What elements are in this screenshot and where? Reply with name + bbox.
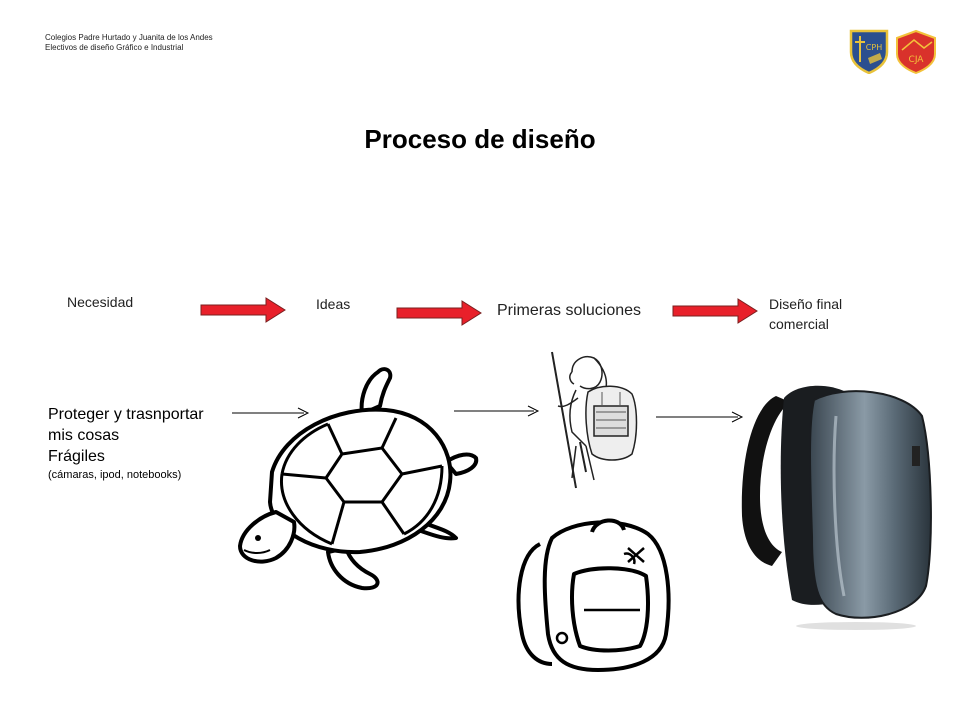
stage-label-comercial: comercial: [769, 316, 829, 332]
need-line-4: (cámaras, ipod, notebooks): [48, 469, 182, 481]
hardshell-backpack-photo-icon: [736, 376, 936, 632]
header-course-name: Electivos de diseño Gráfico e Industrial: [45, 43, 184, 52]
need-line-3: Frágiles: [48, 448, 105, 465]
stage-label-necesidad: Necesidad: [67, 294, 134, 310]
thin-arrow-3-icon: [656, 410, 744, 424]
stage-label-ideas: Ideas: [316, 296, 351, 312]
stage-label-primeras-soluciones: Primeras soluciones: [497, 302, 642, 319]
need-line-1: Proteger y trasnportar: [48, 406, 204, 423]
header-school-name: Colegios Padre Hurtado y Juanita de los Andes: [45, 33, 213, 42]
stage-label-diseno-final: Diseño final: [769, 296, 843, 312]
backpack-sketch-icon: [512, 514, 676, 674]
need-description: [48, 404, 204, 483]
need-line-2: mis cosas: [48, 427, 120, 444]
red-arrow-3-icon: [672, 298, 758, 324]
page-title: Proceso de diseño: [364, 124, 596, 154]
cja-logo-icon: [894, 28, 938, 74]
red-arrow-1-icon: [200, 297, 286, 323]
hiker-illustration-icon: [542, 346, 644, 492]
cph-logo-icon: [848, 28, 890, 74]
turtle-illustration-icon: [232, 362, 482, 602]
svg-text:CJA: CJA: [908, 55, 924, 65]
svg-text:CPH: CPH: [865, 43, 883, 52]
red-arrow-2-icon: [396, 300, 482, 326]
